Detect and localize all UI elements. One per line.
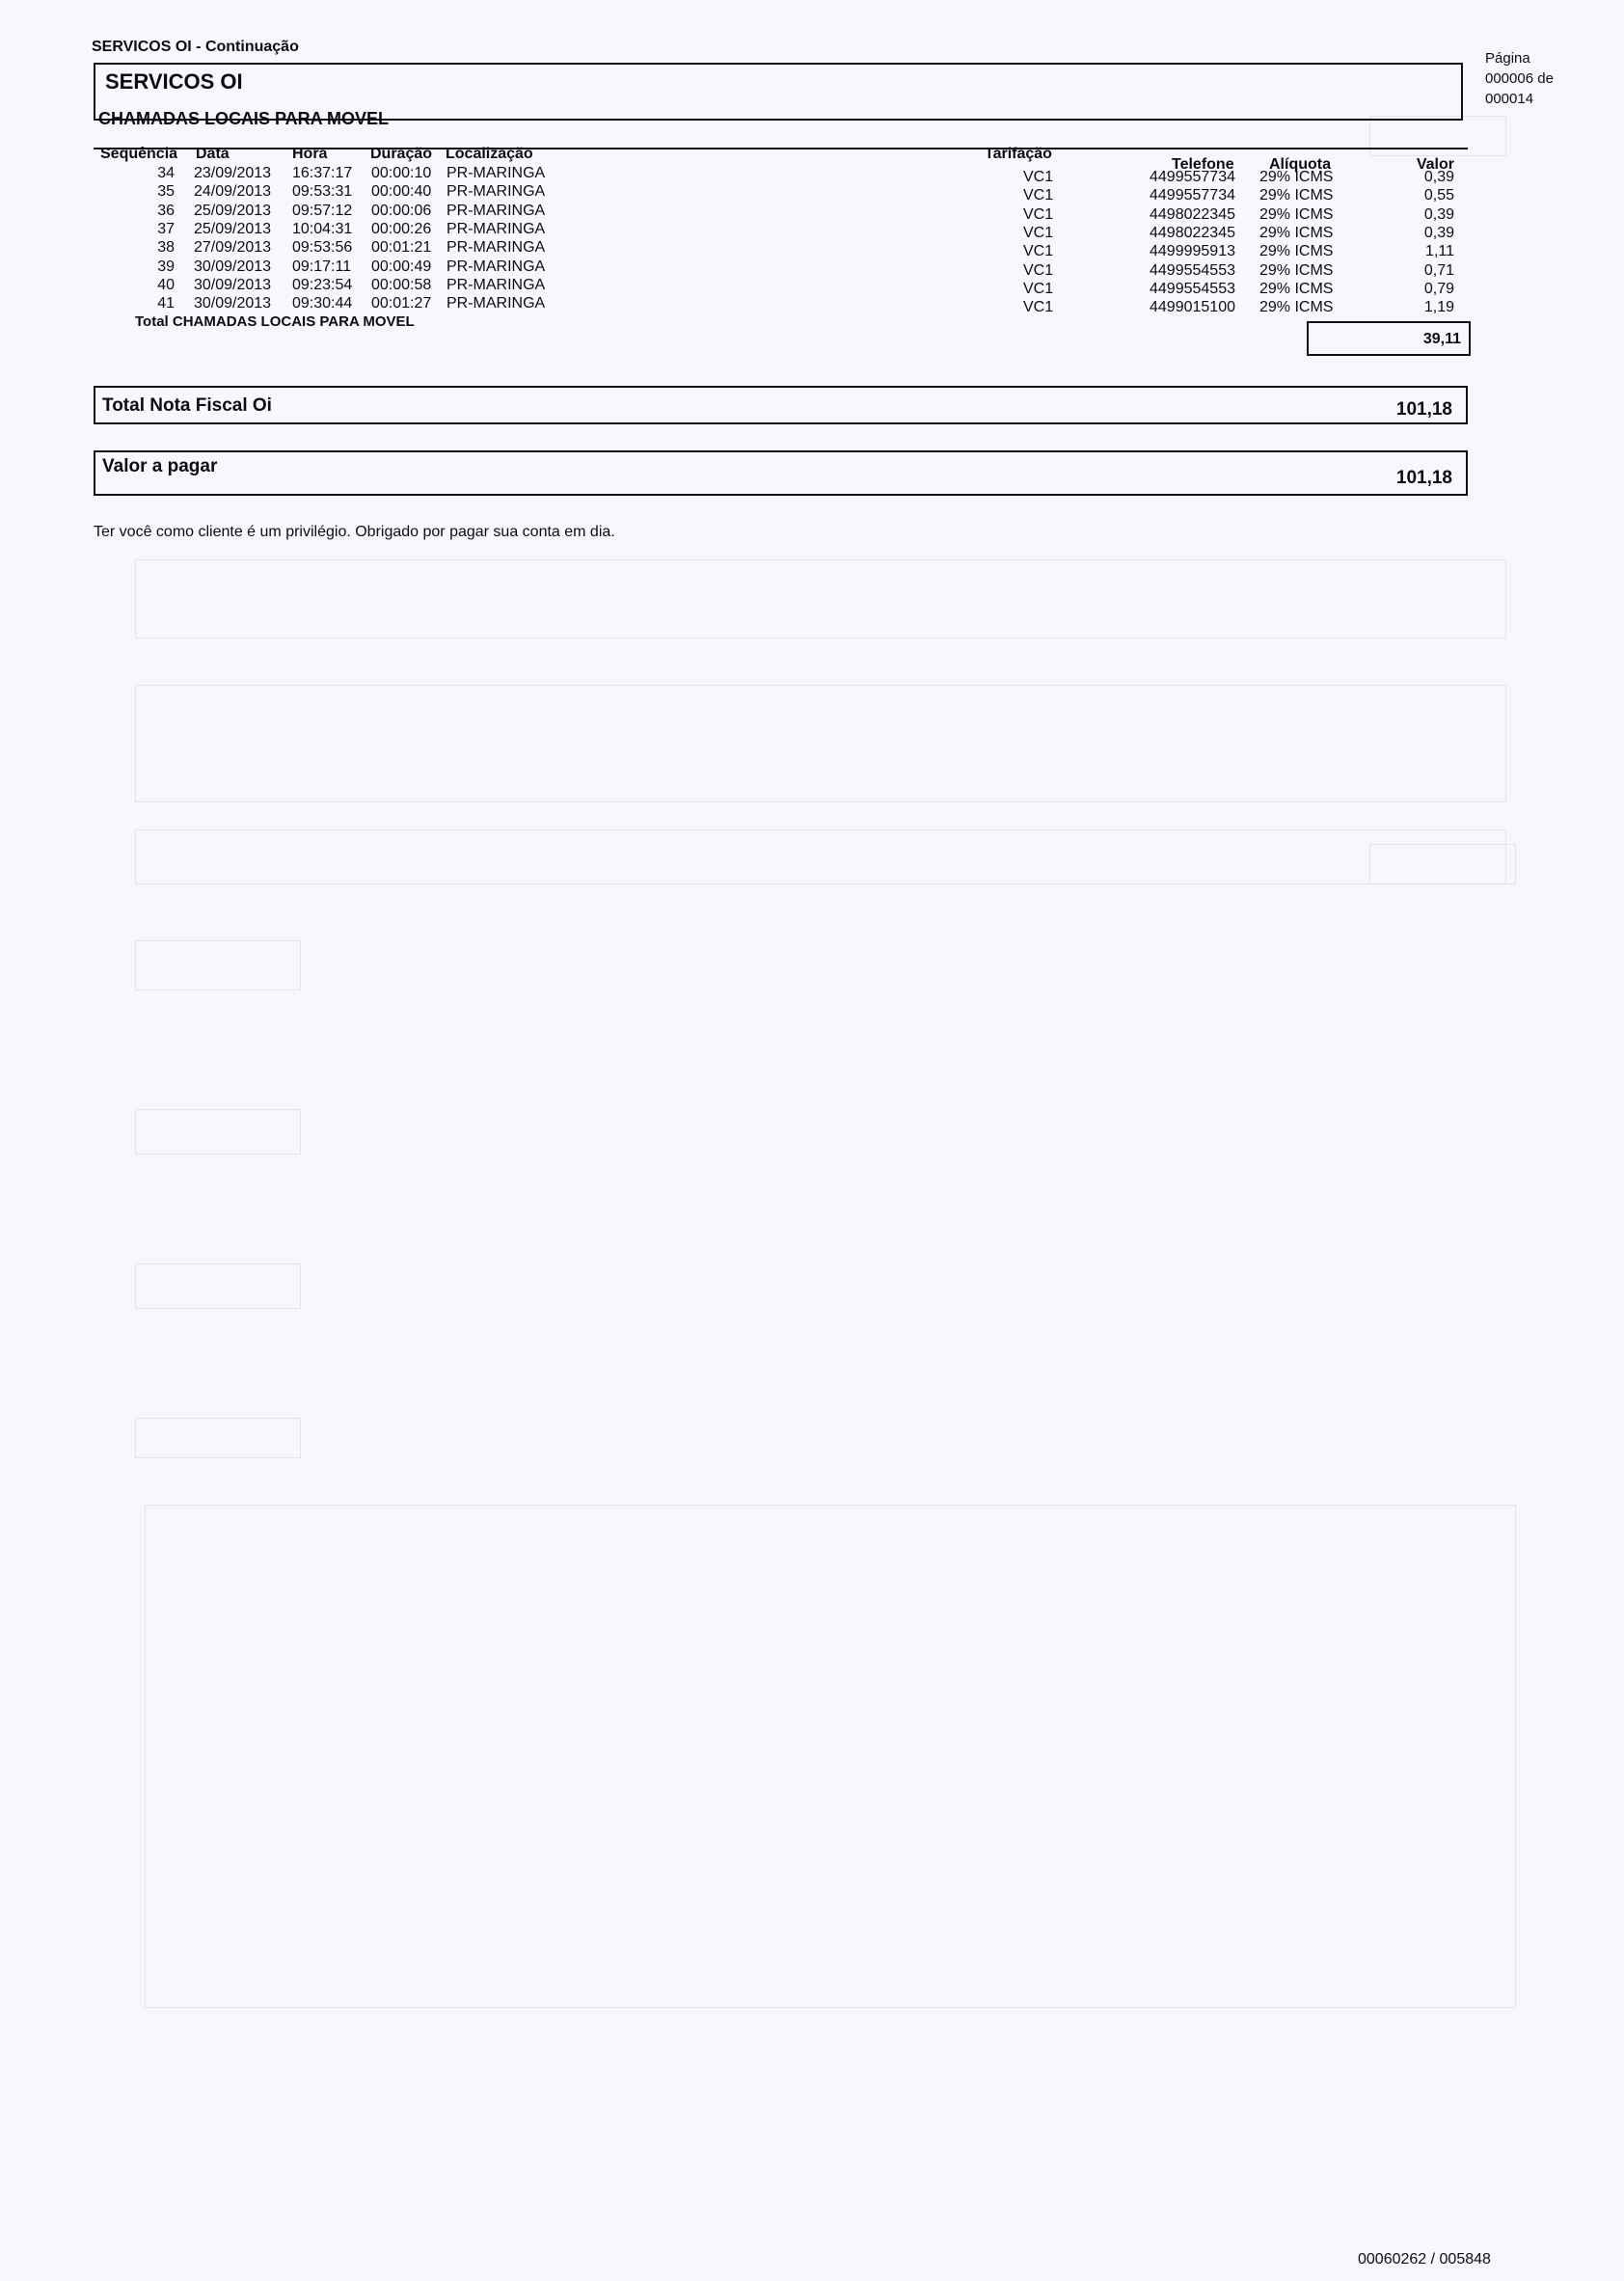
cell-seq: 41 [157,295,175,312]
cell-hora: 09:53:31 [292,183,353,201]
cell-aliquota: 29% ICMS [1259,299,1334,316]
cell-aliquota: 29% ICMS [1259,243,1334,260]
cell-aliquota: 29% ICMS [1259,187,1334,204]
cell-hora: 09:57:12 [292,202,353,219]
cell-valor: 0,79 [1423,280,1454,297]
cell-telefone: 4498022345 [1150,205,1235,223]
cell-tarif: VC1 [1023,243,1054,260]
table-row [0,295,1624,316]
cell-valor: 0,39 [1423,205,1454,223]
total-nota-fiscal-value: 101,18 [1395,399,1452,420]
cell-valor: 1,19 [1423,299,1454,316]
cell-local: PR-MARINGA [447,258,546,275]
cell-data: 30/09/2013 [194,258,272,275]
thank-you-message: Ter você como cliente é um privilégio. Obrigado por pagar sua conta em dia. [94,524,615,540]
col-localizacao: Localização [446,146,533,162]
cell-valor: 0,55 [1423,187,1454,204]
cell-duracao: 00:00:40 [371,183,432,201]
col-data: Data [196,146,230,162]
cell-local: PR-MARINGA [447,239,546,257]
cell-duracao: 00:01:21 [371,239,432,257]
cell-data: 30/09/2013 [194,295,272,312]
cell-hora: 09:53:56 [292,239,353,257]
cell-seq: 35 [157,183,175,201]
cell-hora: 10:04:31 [292,220,353,237]
cell-data: 23/09/2013 [194,165,272,181]
col-tarifacao: Tarifação [985,146,1052,162]
col-duracao: Duração [370,146,433,162]
cell-tarif: VC1 [1023,169,1054,185]
cell-telefone: 4499557734 [1150,169,1235,185]
cell-local: PR-MARINGA [447,165,546,181]
cell-telefone: 4499554553 [1150,280,1235,297]
cell-aliquota: 29% ICMS [1259,205,1334,223]
cell-tarif: VC1 [1023,261,1054,279]
total-label: Total CHAMADAS LOCAIS PARA MOVEL [135,313,415,330]
total-value: 39,11 [1422,331,1461,347]
cell-seq: 40 [157,276,175,293]
cell-data: 24/09/2013 [194,183,272,201]
col-telefone: Telefone [1172,156,1234,173]
cell-duracao: 00:01:27 [371,295,432,312]
cell-valor: 0,71 [1423,261,1454,279]
cell-local: PR-MARINGA [447,276,546,293]
cell-tarif: VC1 [1023,187,1054,204]
cell-telefone: 4498022345 [1150,224,1235,241]
cell-duracao: 00:00:06 [371,202,432,219]
cell-telefone: 4499557734 [1150,187,1235,204]
cell-telefone: 4499995913 [1150,243,1235,260]
cell-tarif: VC1 [1023,299,1054,316]
cell-data: 25/09/2013 [194,220,272,237]
cell-data: 25/09/2013 [194,202,272,219]
table-row [0,239,1624,258]
cell-local: PR-MARINGA [447,202,546,219]
page-total: 000014 [1485,91,1534,107]
cell-hora: 09:30:44 [292,295,353,312]
table-row [0,183,1624,202]
cell-duracao: 00:00:26 [371,220,432,237]
section-continuation-title: SERVICOS OI - Continuação [92,39,299,55]
cell-hora: 16:37:17 [292,165,353,181]
valor-a-pagar-box [94,450,1468,496]
subsection-title: CHAMADAS LOCAIS PARA MOVEL [98,109,389,128]
cell-seq: 34 [157,165,175,181]
cell-seq: 37 [157,220,175,237]
cell-local: PR-MARINGA [447,183,546,201]
cell-valor: 0,39 [1423,224,1454,241]
cell-seq: 38 [157,239,175,257]
table-row [0,203,1624,221]
cell-data: 30/09/2013 [194,276,272,293]
valor-a-pagar-label: Valor a pagar [102,456,218,476]
col-sequencia: Sequência [100,146,178,162]
cell-data: 27/09/2013 [194,239,272,257]
col-hora: Hora [292,146,328,162]
cell-duracao: 00:00:10 [371,165,432,181]
col-aliquota: Alíquota [1269,156,1331,173]
cell-telefone: 4499554553 [1150,261,1235,279]
cell-seq: 39 [157,258,175,275]
page-label: Página [1485,50,1530,67]
cell-local: PR-MARINGA [447,220,546,237]
cell-valor: 0,39 [1423,169,1454,185]
footer-code: 00060262 / 005848 [1358,2251,1491,2267]
col-valor: Valor [1416,156,1454,173]
cell-hora: 09:23:54 [292,276,353,293]
table-row [0,258,1624,277]
valor-a-pagar-value: 101,18 [1395,468,1452,488]
total-nota-fiscal-box [94,386,1468,424]
page-current: 000006 de [1485,70,1554,87]
cell-hora: 09:17:11 [292,258,352,275]
cell-valor: 1,11 [1425,243,1454,260]
table-row [0,221,1624,239]
cell-tarif: VC1 [1023,205,1054,223]
cell-aliquota: 29% ICMS [1259,280,1334,297]
cell-aliquota: 29% ICMS [1259,224,1334,241]
cell-duracao: 00:00:58 [371,276,432,293]
table-row [0,277,1624,295]
total-nota-fiscal-label: Total Nota Fiscal Oi [102,395,272,416]
total-value-box [1307,321,1471,356]
cell-tarif: VC1 [1023,280,1054,297]
cell-tarif: VC1 [1023,224,1054,241]
cell-aliquota: 29% ICMS [1259,169,1334,185]
cell-duracao: 00:00:49 [371,258,432,275]
cell-local: PR-MARINGA [447,295,546,312]
section-title: SERVICOS OI [105,69,243,94]
cell-telefone: 4499015100 [1150,299,1235,316]
table-row [0,165,1624,183]
cell-seq: 36 [157,202,175,219]
cell-aliquota: 29% ICMS [1259,261,1334,279]
